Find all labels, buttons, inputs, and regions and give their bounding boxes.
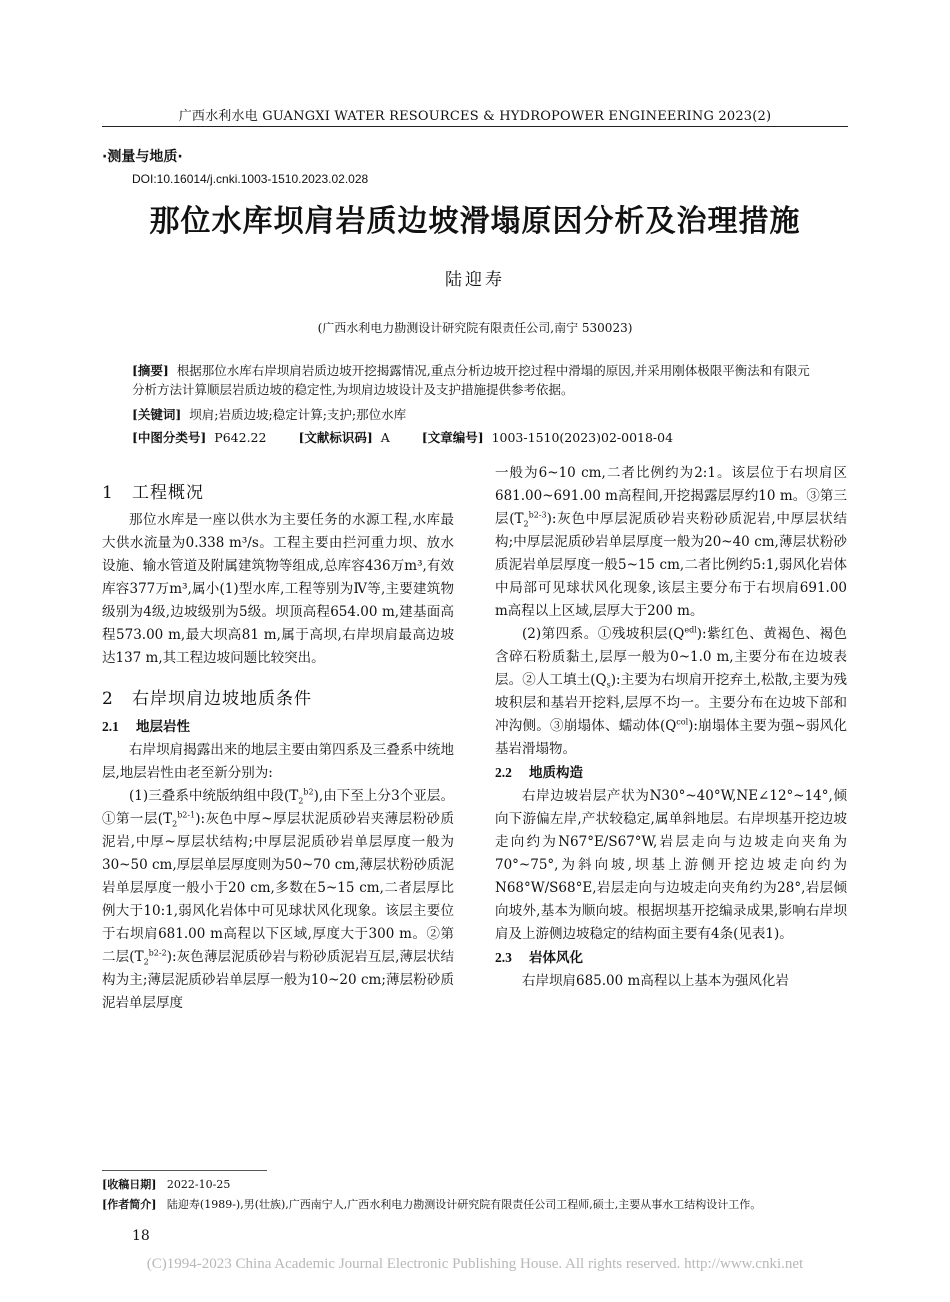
doc-code-value: A xyxy=(380,430,390,445)
section-2-1-heading: 2.1 地层岩性 xyxy=(102,719,190,735)
page-number: 18 xyxy=(132,1228,150,1244)
section-2-3-heading: 2.3 岩体风化 xyxy=(495,950,583,966)
author-bio: [作者简介] 陆迎寿(1989-),男(壮族),广西南宁人,广西水利电力勘测设计研究院有限责任公司工程师,硕士,主要从事水工结构设计工作。 xyxy=(102,1198,762,1211)
abstract-label: [摘要] xyxy=(132,363,169,378)
column-tag: ·测量与地质· xyxy=(102,149,183,165)
footnote-rule xyxy=(102,1170,267,1171)
section-2-heading: 2 右岸坝肩边坡地质条件 xyxy=(102,689,312,709)
classification-line xyxy=(132,428,822,447)
article-number-value: 1003-1510(2023)02-0018-04 xyxy=(491,430,674,445)
running-header: 广西水利水电 GUANGXI WATER RESOURCES & HYDROPOWER ENGINEERING 2023(2) xyxy=(178,109,772,124)
header-rule xyxy=(102,126,848,127)
article-title: 那位水库坝肩岩质边坡滑塌原因分析及治理措施 xyxy=(149,204,801,239)
abstract-text: 根据那位水库右岸坝肩岩质边坡开挖揭露情况,重点分析边坡开挖过程中滑塌的原因,并采用刚体极限平衡法和有限元分析方法计算顺层岩质边坡的稳定性,为坝肩边坡设计及支护措施提供参考依据。 xyxy=(132,363,810,397)
keywords xyxy=(132,405,822,424)
section-2-1-paragraph-2: (1)三叠系中统版纳组中段$(T_2^{b2})$,由下至上分3个亚层。①第一层$(T_2^{b2-1})$:灰色中厚~厚层状泥质砂岩夹薄层粉砂质泥岩,中厚~厚层状结构;中厚层泥质砂岩单层厚度一般为30~50 cm,厚层单层厚度则为50~70 cm,薄层状粉砂质泥岩单层厚度一般小于20 cm,多数在5~15 cm,二者层厚比例大于10:1,弱风化岩体中可见球状风化现象。该层主要位于右坝肩681.00 m高程以下区域,厚度大于300 m。②第二层$(T_2^{b2-2})$:灰色薄层泥质砂岩与粉砂质泥岩互层,薄层状结构为主;薄层泥质砂岩单层厚一般为10~20 cm;薄层粉砂质泥岩单层厚度 xyxy=(102,787,454,1011)
right-column xyxy=(495,462,847,993)
section-2-3-paragraph: 右岸坝肩685.00 m高程以上基本为强风化岩 xyxy=(522,973,789,989)
clc-label: [中图分类号] xyxy=(132,430,207,445)
keywords-label: [关键词] xyxy=(132,407,182,422)
affiliation: (广西水利电力勘测设计研究院有限责任公司,南宁 530023) xyxy=(317,321,633,335)
copyright-watermark: (C)1994-2023 China Academic Journal Electronic Publishing House. All rights reserved. http://www.cnki.net xyxy=(146,1256,804,1272)
author-name: 陆迎寿 xyxy=(445,270,505,290)
received-date: [收稿日期] 2022-10-25 xyxy=(102,1178,231,1191)
doi: DOI:10.16014/j.cnki.1003-1510.2023.02.028 xyxy=(132,172,369,186)
section-1-paragraph: 那位水库是一座以供水为主要任务的水源工程,水库最大供水流量为0.338 m³/s。工程主要由拦河重力坝、放水设施、输水管道及附属建筑物等组成,总库容436万m³,有效库容377万m³,属小(1)型水库,工程等别为Ⅳ等,主要建筑物级别为4级,边坡级别为5级。坝顶高程654.00 m,建基面高程573.00 m,最大坝高81 m,属于高坝,右岸坝肩最高边坡达137 m,其工程边坡问题比较突出。 xyxy=(102,512,454,666)
clc-value: P642.22 xyxy=(214,430,267,445)
section-2-2-heading: 2.2 地质构造 xyxy=(495,765,583,781)
keywords-text: 坝肩;岩质边坡;稳定计算;支护;那位水库 xyxy=(189,407,407,422)
section-1-heading: 1 工程概况 xyxy=(102,483,204,503)
doc-code-label: [文献标识码] xyxy=(298,430,373,445)
section-2-1-paragraph-1: 右岸坝肩揭露出来的地层主要由第四系及三叠系中统地层,地层岩性由老至新分别为: xyxy=(102,742,454,781)
section-2-2-paragraph: 右岸边坡岩层产状为N30°~40°W,NE∠12°~14°,倾向下游偏左岸,产状较稳定,属单斜地层。右岸坝基开挖边坡走向约为N67°E/S67°W,岩层走向与边坡走向夹角为70°~75°,为斜向坡,坝基上游侧开挖边坡走向约为N68°W/S68°E,岩层走向与边坡走向夹角约为28°,岩层倾向坡外,基本为顺向坡。根据坝基开挖编录成果,影响右岸坝肩及上游侧边坡稳定的结构面主要有4条(见表1)。 xyxy=(495,788,847,942)
quaternary-paragraph: (2)第四系。①残坡积层$(Q^{edl})$:紫红色、黄褐色、褐色含碎石粉质黏土,层厚一般为0~1.0 m,主要分布在边坡表层。②人工填土$(Q_s)$:主要为右坝肩开挖弃土,松散,主要为残坡积层和基岩开挖料,层厚不均一。主要分布在边坡下部和冲沟侧。③崩塌体、蠕动体$(Q^{col})$:崩塌体主要为强~弱风化基岩滑塌物。 xyxy=(495,625,847,757)
continued-paragraph: 一般为6~10 cm,二者比例约为2:1。该层位于右坝肩区681.00~691.00 m高程间,开挖揭露层厚约10 m。③第三层$(T_2^{b2-3})$:灰色中厚层泥质砂岩夹粉砂质泥岩,中厚层状结构;中厚层泥质砂岩单层厚度一般为20~40 cm,薄层状粉砂质泥岩单层厚度一般5~15 cm,二者比例约5:1,弱风化岩体中局部可见球状风化现象,该层主要分布于右坝肩691.00 m高程以上区域,层厚大于200 m。 xyxy=(495,465,847,619)
abstract xyxy=(132,361,822,399)
left-column xyxy=(102,462,454,1015)
article-number-label: [文章编号] xyxy=(421,430,484,445)
